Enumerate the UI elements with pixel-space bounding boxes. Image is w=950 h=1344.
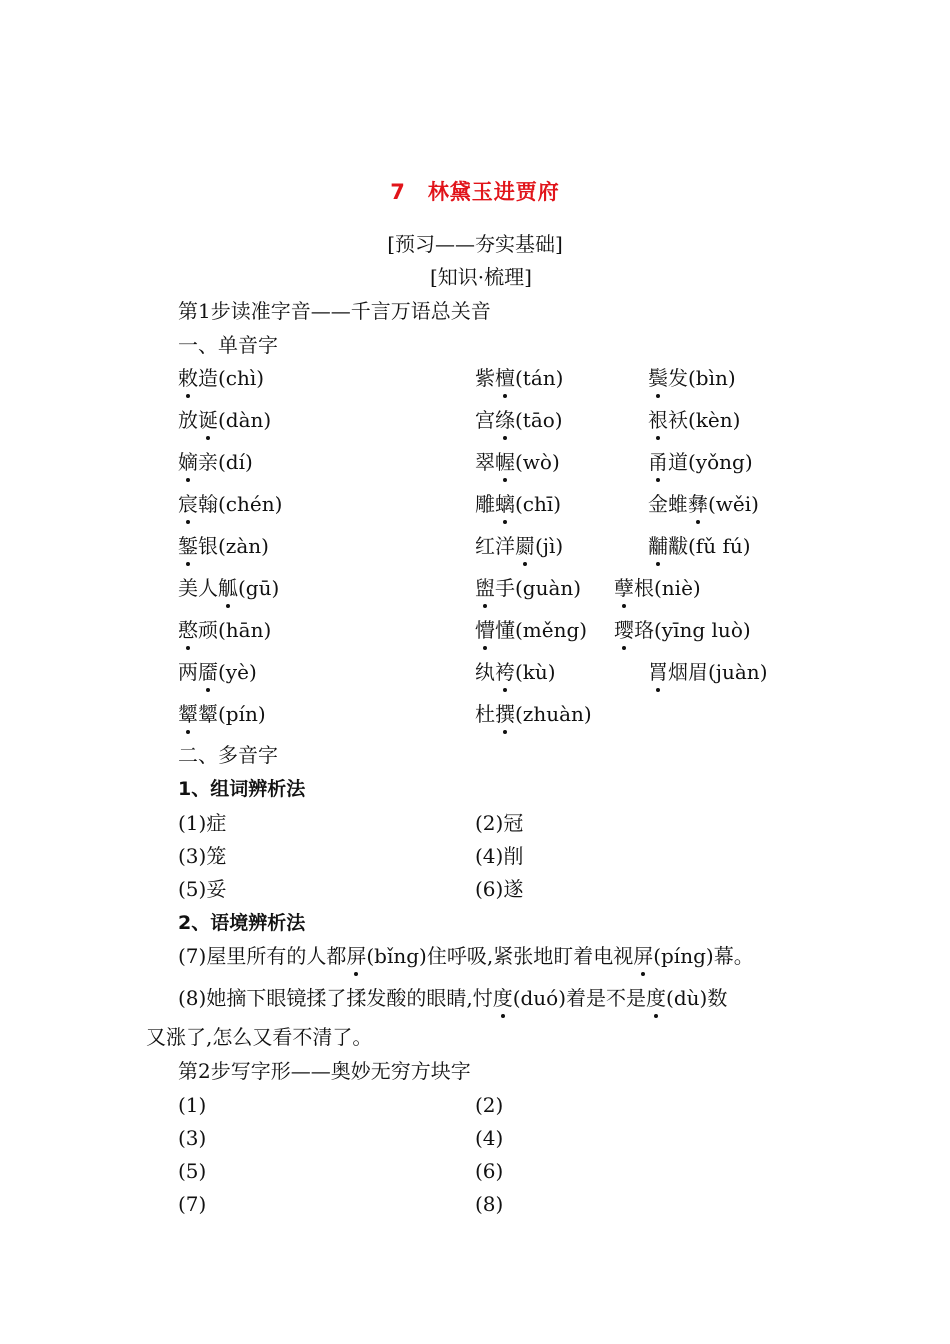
emphasized-char: 彝 xyxy=(688,492,708,516)
subsection-heading: [知识·梳理] xyxy=(430,265,532,289)
single-char-item xyxy=(648,407,740,433)
section-heading: [预习——夯实基础] xyxy=(387,232,563,256)
single-char-item xyxy=(648,659,768,685)
word-text: 雕 xyxy=(475,492,495,516)
lesson-name: 林黛玉进贾府 xyxy=(427,180,560,204)
sentence-text: (duó)着是不是 xyxy=(512,986,647,1010)
single-char-item xyxy=(178,533,269,559)
word-text: 烟眉(juàn) xyxy=(668,660,768,684)
single-char-item xyxy=(614,575,701,601)
emphasized-char: 度 xyxy=(492,986,513,1010)
blank-item: (1) xyxy=(178,1093,207,1117)
blank-item: (3) xyxy=(178,1126,207,1150)
single-char-item xyxy=(648,365,736,391)
emphasized-char: 罥 xyxy=(648,660,668,684)
poly-item: (3)笼 xyxy=(178,844,227,868)
emphasized-char: 鬓 xyxy=(648,366,668,390)
emphasized-char: 敕 xyxy=(178,366,198,390)
single-char-item xyxy=(178,701,266,727)
sentence-7 xyxy=(178,943,754,969)
emphasized-char: 懵 xyxy=(475,618,495,642)
sentence-8 xyxy=(178,985,727,1011)
word-text: 纨 xyxy=(475,660,495,684)
single-char-item xyxy=(178,575,279,601)
blank-item: (4) xyxy=(475,1126,504,1150)
emphasized-char: 螭 xyxy=(495,492,515,516)
emphasized-char: 甬 xyxy=(648,450,668,474)
emphasized-char: 裉 xyxy=(648,408,668,432)
word-text: 放 xyxy=(178,408,198,432)
single-char-item xyxy=(614,617,751,643)
lesson-number: 7 xyxy=(390,180,406,204)
single-char-item xyxy=(475,407,563,433)
method1-heading: 1、组词辨析法 xyxy=(178,778,306,800)
word-text: 宫 xyxy=(475,408,495,432)
single-char-item xyxy=(178,491,282,517)
part1-heading: 一、单音字 xyxy=(178,333,278,357)
word-text: 亲(dí) xyxy=(198,450,253,474)
word-text: 两 xyxy=(178,660,198,684)
blank-item: (7) xyxy=(178,1192,207,1216)
poly-item: (5)妥 xyxy=(178,877,227,901)
word-text: (jì) xyxy=(535,534,564,558)
emphasized-char: 度 xyxy=(646,986,667,1010)
emphasized-char: 屏 xyxy=(633,944,654,968)
word-text: 翰(chén) xyxy=(198,492,283,516)
single-char-item xyxy=(648,491,759,517)
word-text: 顽(hān) xyxy=(198,618,272,642)
emphasized-char: 幄 xyxy=(495,450,515,474)
word-text: (wěi) xyxy=(708,492,759,516)
emphasized-char: 嫡 xyxy=(178,450,198,474)
single-char-item xyxy=(648,449,753,475)
word-text: 袄(kèn) xyxy=(668,408,741,432)
method2-heading: 2、语境辨析法 xyxy=(178,912,306,934)
blank-item: (5) xyxy=(178,1159,207,1183)
word-text: (chī) xyxy=(515,492,562,516)
step2-heading: 第2步写字形——奥妙无穷方块字 xyxy=(178,1059,471,1083)
single-char-item xyxy=(475,365,563,391)
sentence-text: (7)屋里所有的人都 xyxy=(178,944,347,968)
word-text: (wò) xyxy=(515,450,560,474)
emphasized-char: 檀 xyxy=(495,366,515,390)
word-text: 黻(fǔ fú) xyxy=(668,534,751,558)
emphasized-char: 屏 xyxy=(346,944,367,968)
single-char-item xyxy=(475,491,561,517)
single-char-item xyxy=(178,407,271,433)
word-text: 根(niè) xyxy=(634,576,701,600)
word-text: 发(bìn) xyxy=(668,366,736,390)
word-text: 紫 xyxy=(475,366,495,390)
poly-item: (2)冠 xyxy=(475,811,524,835)
word-text: 银(zàn) xyxy=(198,534,269,558)
word-text: 杜 xyxy=(475,702,495,726)
word-text: 翠 xyxy=(475,450,495,474)
part2-heading: 二、多音字 xyxy=(178,743,278,767)
word-text: 颦(pín) xyxy=(198,702,266,726)
single-char-item xyxy=(178,365,264,391)
emphasized-char: 盥 xyxy=(475,576,495,600)
emphasized-char: 靥 xyxy=(198,660,218,684)
word-text: 懂(měng) xyxy=(495,618,588,642)
blank-item: (8) xyxy=(475,1192,504,1216)
single-char-item xyxy=(648,533,751,559)
word-text: 手(guàn) xyxy=(495,576,582,600)
sentence-8-continued: 又涨了,怎么又看不清了。 xyxy=(146,1025,373,1049)
word-text: (zhuàn) xyxy=(515,702,592,726)
word-text: (dàn) xyxy=(218,408,272,432)
word-text: (gū) xyxy=(238,576,280,600)
poly-item: (4)削 xyxy=(475,844,524,868)
single-char-item xyxy=(475,617,587,643)
emphasized-char: 憨 xyxy=(178,618,198,642)
sentence-text: (dù)数 xyxy=(666,986,728,1010)
single-char-item xyxy=(475,449,560,475)
single-char-item xyxy=(475,659,556,685)
single-char-item xyxy=(178,449,253,475)
step1-heading: 第1步读准字音——千言万语总关音 xyxy=(178,299,491,323)
word-text: 美人 xyxy=(178,576,218,600)
word-text: 红洋 xyxy=(475,534,515,558)
word-text: (kù) xyxy=(515,660,556,684)
single-char-item xyxy=(475,701,592,727)
emphasized-char: 罽 xyxy=(515,534,535,558)
emphasized-char: 绦 xyxy=(495,408,515,432)
emphasized-char: 觚 xyxy=(218,576,238,600)
lesson-title xyxy=(0,176,950,206)
single-char-item xyxy=(178,659,257,685)
emphasized-char: 錾 xyxy=(178,534,198,558)
word-text: 造(chì) xyxy=(198,366,265,390)
word-text: (yè) xyxy=(218,660,257,684)
emphasized-char: 诞 xyxy=(198,408,218,432)
blank-item: (2) xyxy=(475,1093,504,1117)
sentence-text: (píng)幕。 xyxy=(653,944,754,968)
poly-item: (6)遂 xyxy=(475,877,524,901)
single-char-item xyxy=(475,533,563,559)
emphasized-char: 孽 xyxy=(614,576,634,600)
word-text: (tāo) xyxy=(515,408,563,432)
sentence-text: (bǐng)住呼吸,紧张地盯着电视 xyxy=(366,944,634,968)
emphasized-char: 撰 xyxy=(495,702,515,726)
sentence-text: (8)她摘下眼镜揉了揉发酸的眼睛,忖 xyxy=(178,986,493,1010)
emphasized-char: 颦 xyxy=(178,702,198,726)
emphasized-char: 宸 xyxy=(178,492,198,516)
word-text: 金蜼 xyxy=(648,492,688,516)
single-char-item xyxy=(178,617,271,643)
emphasized-char: 黼 xyxy=(648,534,668,558)
single-char-item xyxy=(475,575,581,601)
emphasized-char: 璎 xyxy=(614,618,634,642)
word-text: 道(yǒng) xyxy=(668,450,753,474)
emphasized-char: 袴 xyxy=(495,660,515,684)
word-text: 珞(yīng luò) xyxy=(634,618,751,642)
blank-item: (6) xyxy=(475,1159,504,1183)
poly-item: (1)症 xyxy=(178,811,227,835)
word-text: (tán) xyxy=(515,366,564,390)
